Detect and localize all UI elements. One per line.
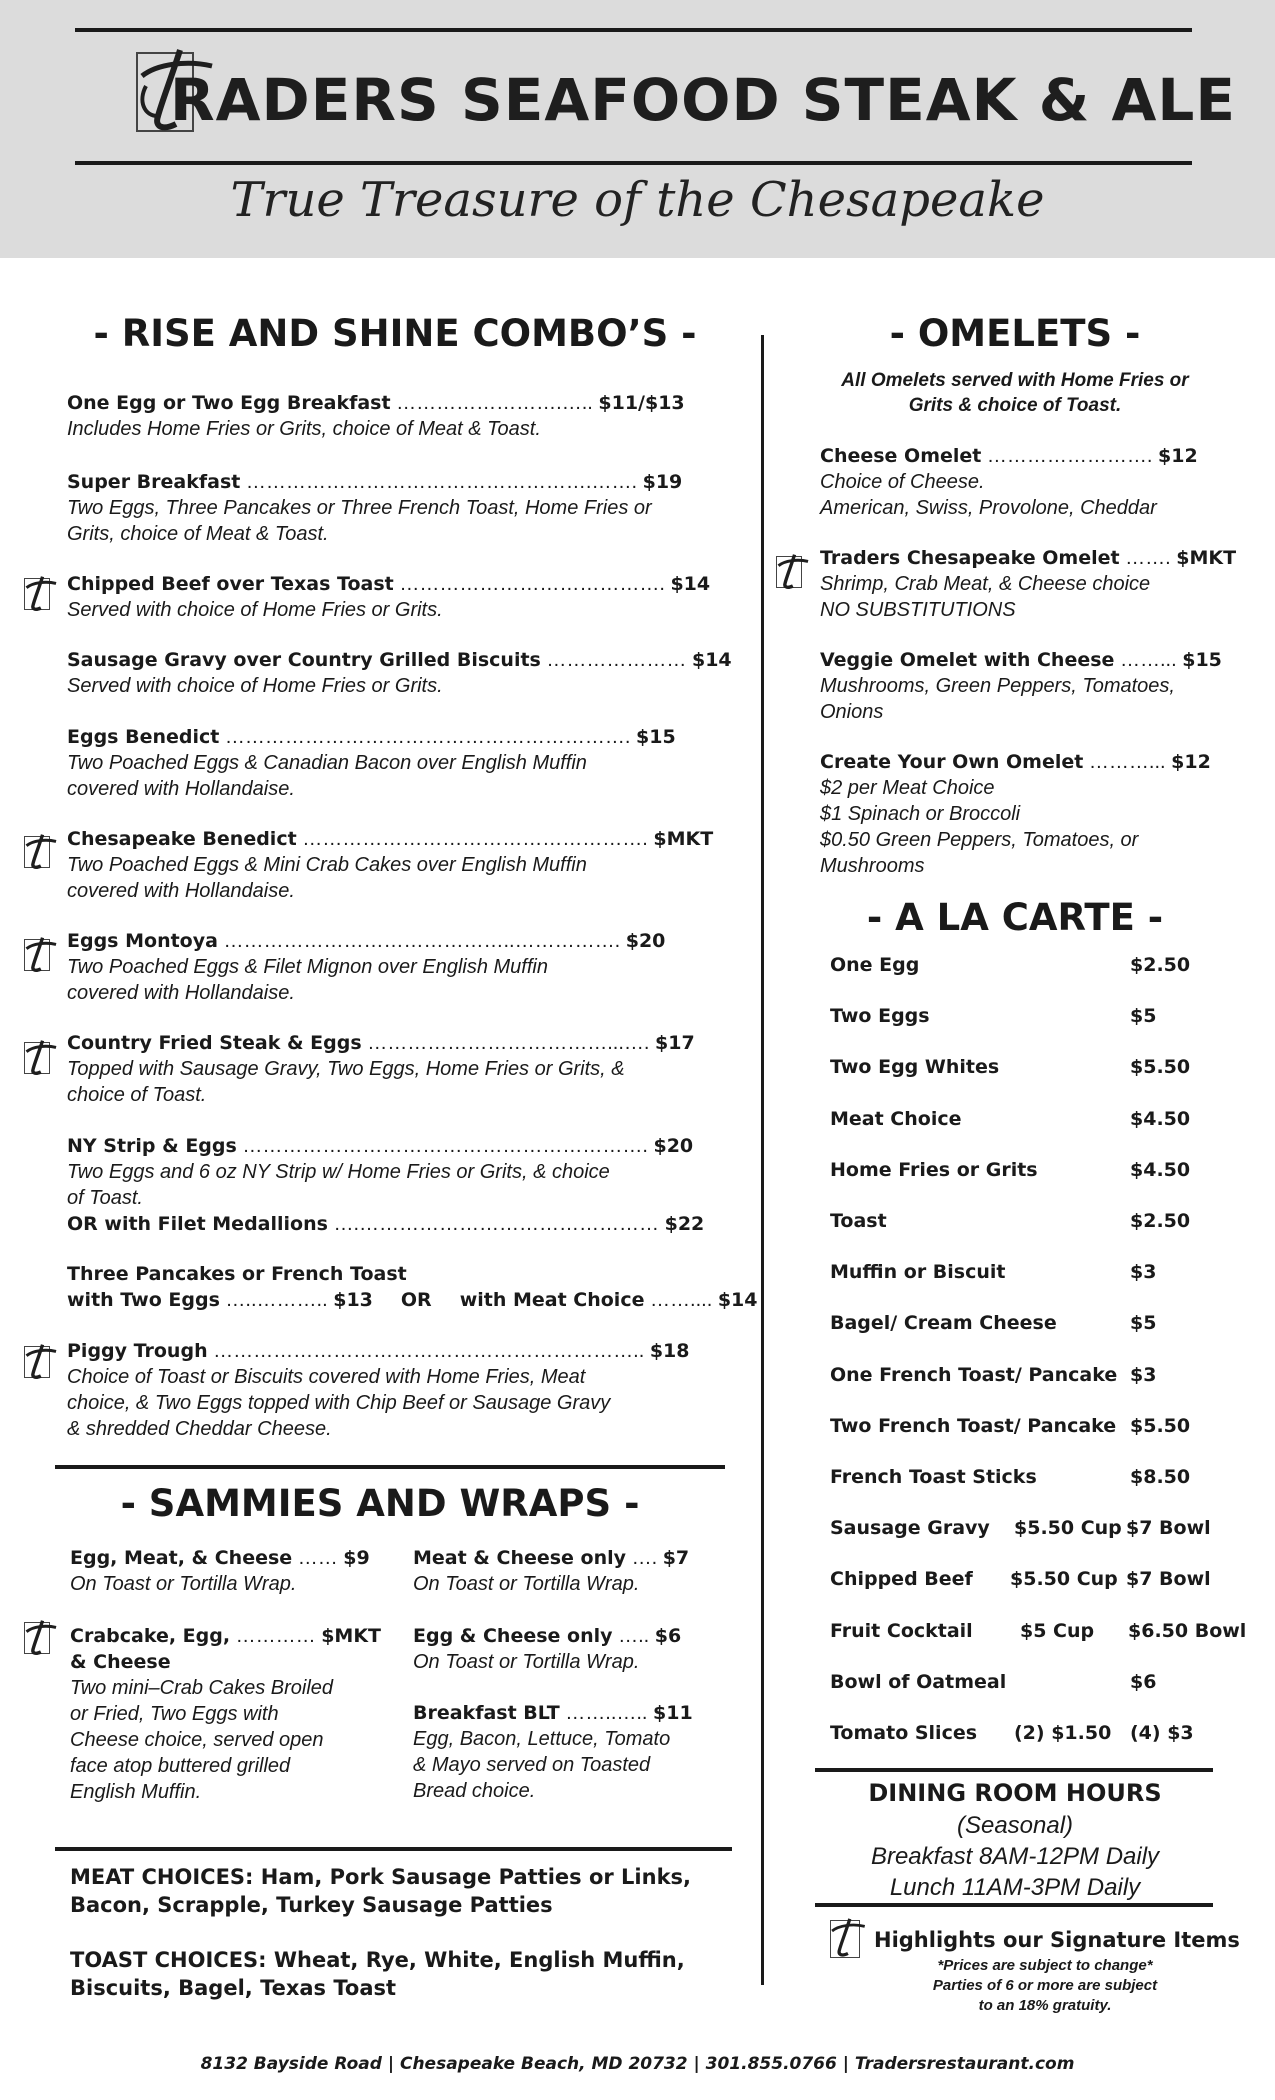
menu-item-name: Meat & Cheese only bbox=[413, 1547, 627, 1569]
a-la-carte-item: Home Fries or Grits bbox=[830, 1158, 1038, 1181]
a-la-carte-price: $6.50 Bowl bbox=[1128, 1619, 1247, 1642]
a-la-carte-price: $4.50 bbox=[1130, 1158, 1191, 1181]
menu-item-name: Piggy Trough bbox=[67, 1340, 208, 1362]
a-la-carte-row bbox=[830, 1620, 1250, 1646]
menu-item-name: Chipped Beef over Texas Toast bbox=[67, 573, 394, 595]
menu-item-price: $MKT bbox=[321, 1625, 381, 1647]
menu-item bbox=[70, 1623, 381, 1805]
menu-item-title-line bbox=[820, 443, 1198, 469]
signature-item-icon bbox=[776, 556, 802, 588]
legend-note: to an 18% gratuity. bbox=[978, 1997, 1112, 2014]
a-la-carte-row bbox=[830, 1261, 1250, 1287]
menu-item bbox=[67, 647, 732, 699]
toast-choices bbox=[70, 1946, 685, 2002]
menu-item-description: Mushrooms, Green Peppers, Tomatoes, bbox=[820, 675, 1175, 697]
signature-item-icon bbox=[24, 939, 50, 971]
header-banner bbox=[0, 0, 1275, 258]
footer-address: 8132 Bayside Road | Chesapeake Beach, MD 20732 | 301.855.0766 | Tradersrestaurant.com bbox=[200, 2054, 1075, 2074]
menu-item-description: $0.50 Green Peppers, Tomatoes, or bbox=[820, 829, 1139, 851]
leader-dots: …. bbox=[626, 1547, 663, 1569]
leader-dots: ………………………………...…. bbox=[361, 1032, 655, 1054]
breakfast-hours: Breakfast 8AM-12PM Daily bbox=[870, 1843, 1160, 1870]
menu-item-name: Eggs Montoya bbox=[67, 930, 218, 952]
a-la-carte-row bbox=[830, 1108, 1250, 1134]
hours-top-rule bbox=[815, 1768, 1213, 1772]
a-la-carte-price: $2.50 bbox=[1130, 1210, 1191, 1232]
dining-hours-heading: DINING ROOM HOURS bbox=[868, 1779, 1162, 1807]
a-la-carte-row bbox=[830, 1415, 1250, 1441]
legend-note: *Prices are subject to change* bbox=[937, 1957, 1153, 1974]
menu-item bbox=[67, 1133, 727, 1211]
legend-note: Parties of 6 or more are subject bbox=[932, 1977, 1158, 1994]
menu-item-price-line bbox=[67, 1287, 758, 1313]
a-la-carte-price: $7 Bowl bbox=[1126, 1568, 1211, 1591]
menu-item-price: $15 bbox=[636, 726, 676, 748]
menu-item-option: with Two Eggs bbox=[67, 1289, 220, 1311]
menu-item-description: & Mayo served on Toasted bbox=[413, 1754, 651, 1776]
menu-item-title-line bbox=[820, 749, 1211, 775]
menu-item bbox=[413, 1623, 681, 1675]
a-la-carte-price-cup: $5.50 Cup bbox=[1010, 1568, 1118, 1591]
menu-item-title-line bbox=[67, 1030, 727, 1056]
menu-item-description: Two Eggs, Three Pancakes or Three French Toast, Home Fries or bbox=[67, 497, 652, 519]
menu-item-name: Crabcake, Egg, bbox=[70, 1625, 231, 1647]
a-la-carte-item: One French Toast/ Pancake bbox=[830, 1363, 1118, 1386]
a-la-carte-item: Sausage Gravy bbox=[830, 1517, 990, 1540]
menu-item bbox=[820, 545, 1236, 623]
signature-legend-icon bbox=[830, 1920, 860, 1958]
menu-item-price: $14 bbox=[670, 573, 711, 595]
restaurant-name: RADERS SEAFOOD STEAK & ALE bbox=[170, 66, 1237, 134]
leader-dots: ……………………………………………………. bbox=[236, 1135, 654, 1157]
a-la-carte-row bbox=[830, 954, 1250, 980]
menu-item-description: Topped with Sausage Gravy, Two Eggs, Home Fries or Grits, & bbox=[67, 1058, 625, 1080]
leader-dots: ……………………. bbox=[981, 445, 1159, 467]
menu-item-title-line bbox=[67, 571, 727, 597]
a-la-carte-item: French Toast Sticks bbox=[830, 1466, 1037, 1488]
or-label: OR bbox=[400, 1289, 432, 1311]
menu-item-price: $MKT bbox=[1176, 547, 1237, 569]
a-la-carte-item: Chipped Beef bbox=[830, 1568, 973, 1591]
menu-item-title-line bbox=[820, 545, 1236, 571]
a-la-carte-row bbox=[830, 1312, 1250, 1338]
a-la-carte-row bbox=[830, 1722, 1250, 1748]
menu-item-description: Served with choice of Home Fries or Grits. bbox=[67, 599, 443, 621]
menu-item-description: NO SUBSTITUTIONS bbox=[820, 599, 1016, 621]
header-top-rule bbox=[75, 28, 1192, 32]
menu-item-option: with Meat Choice bbox=[459, 1289, 645, 1311]
menu-item-name: Traders Chesapeake Omelet bbox=[820, 547, 1120, 569]
a-la-carte-row bbox=[830, 1056, 1250, 1082]
menu-item-price: $11/$13 bbox=[598, 392, 685, 414]
menu-item-description: choice, & Two Eggs topped with Chip Beef or Sausage Gravy bbox=[67, 1392, 611, 1414]
leader-dots: …….... bbox=[644, 1289, 718, 1311]
menu-item-price: $17 bbox=[655, 1032, 695, 1054]
sammies-heading: - SAMMIES AND WRAPS - bbox=[120, 1482, 640, 1525]
menu-item-price: $15 bbox=[1182, 649, 1222, 671]
menu-item-title-line bbox=[67, 928, 727, 954]
a-la-carte-item: Meat Choice bbox=[830, 1107, 962, 1130]
menu-item-price: $12 bbox=[1158, 445, 1198, 467]
a-la-carte-row bbox=[830, 1005, 1250, 1031]
a-la-carte-row bbox=[830, 1364, 1250, 1390]
omelets-note-line: Grits & choice of Toast. bbox=[908, 395, 1122, 416]
toast-choices-line: Biscuits, Bagel, Texas Toast bbox=[70, 1976, 397, 2000]
header-bottom-rule bbox=[75, 161, 1192, 165]
menu-item-title-line bbox=[67, 724, 727, 750]
menu-item bbox=[820, 647, 1222, 725]
menu-item-name: Create Your Own Omelet bbox=[820, 751, 1084, 773]
menu-item-price: $14 bbox=[717, 1289, 758, 1311]
menu-item-name: Cheese Omelet bbox=[820, 445, 982, 467]
script-t-icon bbox=[773, 553, 811, 591]
a-la-carte-item: Muffin or Biscuit bbox=[830, 1261, 1006, 1284]
a-la-carte-item: Bagel/ Cream Cheese bbox=[830, 1312, 1057, 1335]
menu-item-name: Sausage Gravy over Country Grilled Biscuits bbox=[67, 649, 541, 671]
menu-item-description: $1 Spinach or Broccoli bbox=[820, 803, 1021, 825]
menu-item bbox=[67, 928, 727, 1006]
menu-item-title-line bbox=[70, 1623, 381, 1649]
a-la-carte-price: $7 Bowl bbox=[1126, 1517, 1211, 1540]
menu-item-description: Grits, choice of Meat & Toast. bbox=[67, 523, 329, 545]
menu-item-description: Mushrooms bbox=[820, 855, 925, 877]
menu-item-description: Two Poached Eggs & Filet Mignon over English Muffin bbox=[67, 956, 548, 978]
a-la-carte-row bbox=[830, 1517, 1250, 1543]
menu-item-description: Served with choice of Home Fries or Grits. bbox=[67, 675, 443, 697]
menu-item-description: On Toast or Tortilla Wrap. bbox=[70, 1573, 297, 1595]
script-t-icon bbox=[21, 833, 59, 871]
a-la-carte-row bbox=[830, 1210, 1250, 1236]
menu-item bbox=[67, 469, 727, 547]
a-la-carte-item: Toast bbox=[830, 1210, 887, 1232]
leader-dots: ….……………………………………… bbox=[327, 1213, 665, 1235]
menu-item-title-line bbox=[413, 1700, 693, 1726]
menu-item-description: or Fried, Two Eggs with bbox=[70, 1703, 279, 1725]
script-t-icon bbox=[21, 1619, 59, 1657]
dining-hours bbox=[790, 1776, 1240, 1903]
leader-dots: ………… bbox=[230, 1625, 322, 1647]
a-la-carte-price-cup: (2) $1.50 bbox=[1014, 1722, 1112, 1744]
a-la-carte-item: Two Eggs bbox=[830, 1005, 930, 1028]
menu-item-title-line bbox=[67, 826, 727, 852]
menu-item-title-line bbox=[67, 1338, 727, 1364]
a-la-carte-price: $3 bbox=[1130, 1363, 1157, 1386]
script-t-icon bbox=[21, 936, 59, 974]
leader-dots: ……. bbox=[1119, 547, 1177, 569]
menu-item-description: American, Swiss, Provolone, Cheddar bbox=[820, 497, 1157, 519]
tagline: True Treasure of the Chesapeake bbox=[230, 172, 1045, 228]
menu-item bbox=[820, 443, 1198, 521]
a-la-carte-item: Bowl of Oatmeal bbox=[830, 1670, 1007, 1693]
menu-item-description: Shrimp, Crab Meat, & Cheese choice bbox=[820, 573, 1151, 595]
leader-dots: ……………………………………………………….. bbox=[207, 1340, 650, 1362]
menu-item-description: Includes Home Fries or Grits, choice of Meat & Toast. bbox=[67, 418, 541, 440]
menu-item-description: & shredded Cheddar Cheese. bbox=[67, 1418, 332, 1440]
menu-item-price: $6 bbox=[654, 1625, 682, 1647]
menu-item-price: $7 bbox=[662, 1547, 690, 1569]
leader-dots: …… bbox=[292, 1547, 344, 1569]
leader-dots: ……..….. bbox=[559, 1702, 654, 1724]
signature-item-icon bbox=[24, 1042, 50, 1074]
hours-bottom-rule bbox=[815, 1903, 1213, 1907]
menu-item-description: On Toast or Tortilla Wrap. bbox=[413, 1573, 640, 1595]
a-la-carte-price: $2.50 bbox=[1130, 954, 1191, 976]
script-t-icon bbox=[21, 1343, 59, 1381]
meat-choices bbox=[70, 1863, 691, 1919]
menu-item-price: $22 bbox=[664, 1213, 705, 1235]
a-la-carte-price: $3 bbox=[1130, 1261, 1157, 1284]
menu-item-title-line bbox=[67, 647, 732, 673]
menu-item-price: $12 bbox=[1171, 751, 1211, 773]
menu-item-title-line bbox=[820, 647, 1222, 673]
omelets-note-line: All Omelets served with Home Fries or bbox=[841, 370, 1189, 391]
menu-item-name: Eggs Benedict bbox=[67, 726, 220, 748]
meat-choices-line: Bacon, Scrapple, Turkey Sausage Patties bbox=[70, 1893, 553, 1917]
menu-item-description: Two Poached Eggs & Canadian Bacon over English Muffin bbox=[67, 752, 587, 774]
menu-item-name: Breakfast BLT bbox=[413, 1702, 560, 1724]
a-la-carte-price-cup: $5.50 Cup bbox=[1014, 1517, 1122, 1540]
choices-top-rule bbox=[55, 1847, 732, 1851]
leader-dots: …………………….….. bbox=[390, 392, 599, 414]
menu-item-description: covered with Hollandaise. bbox=[67, 880, 295, 902]
combos-bottom-rule bbox=[55, 1465, 725, 1469]
leader-dots: ……………………………………………. bbox=[296, 828, 654, 850]
menu-item-title-line bbox=[413, 1545, 689, 1571]
menu-item-price: $20 bbox=[653, 1135, 694, 1157]
a-la-carte-price: (4) $3 bbox=[1130, 1722, 1194, 1744]
menu-item bbox=[820, 749, 1211, 879]
menu-item-name: & Cheese bbox=[70, 1651, 171, 1673]
a-la-carte-item: One Egg bbox=[830, 954, 920, 976]
a-la-carte-item: Fruit Cocktail bbox=[830, 1619, 973, 1642]
menu-item bbox=[67, 390, 727, 442]
menu-item-description: covered with Hollandaise. bbox=[67, 778, 295, 800]
leader-dots: …..……….. bbox=[219, 1289, 334, 1311]
menu-item-description: Choice of Cheese. bbox=[820, 471, 985, 493]
a-la-carte-row bbox=[830, 1671, 1250, 1697]
a-la-carte-price: $5.50 bbox=[1130, 1414, 1191, 1437]
menu-item-description: English Muffin. bbox=[70, 1781, 202, 1803]
menu-item-price: $20 bbox=[625, 930, 666, 952]
a-la-carte-price-cup: $5 Cup bbox=[1020, 1619, 1095, 1642]
menu-item-title-line bbox=[67, 469, 727, 495]
a-la-carte-price: $5 bbox=[1130, 1005, 1157, 1028]
omelets-note bbox=[790, 368, 1240, 418]
leader-dots: ……………………………………………………. bbox=[219, 726, 637, 748]
script-t-icon bbox=[21, 575, 59, 613]
omelets-heading: - OMELETS - bbox=[889, 312, 1141, 355]
menu-item-description: Choice of Toast or Biscuits covered with Home Fries, Meat bbox=[67, 1366, 586, 1388]
a-la-carte-item: Tomato Slices bbox=[830, 1722, 978, 1744]
a-la-carte-price: $5.50 bbox=[1130, 1056, 1191, 1079]
menu-item bbox=[67, 724, 727, 802]
signature-item-icon bbox=[24, 578, 50, 610]
a-la-carte-price: $5 bbox=[1130, 1312, 1157, 1335]
menu-item-name: Three Pancakes or French Toast bbox=[67, 1263, 407, 1285]
menu-item-description: On Toast or Tortilla Wrap. bbox=[413, 1651, 640, 1673]
menu-item-description: Bread choice. bbox=[413, 1780, 536, 1802]
menu-item bbox=[70, 1545, 370, 1597]
menu-item-name: Country Fried Steak & Eggs bbox=[67, 1032, 362, 1054]
a-la-carte-price: $6 bbox=[1130, 1670, 1157, 1693]
script-t-icon bbox=[21, 1039, 59, 1077]
a-la-carte-row bbox=[830, 1159, 1250, 1185]
menu-item-price: $14 bbox=[691, 649, 732, 671]
menu-item-name: OR with Filet Medallions bbox=[67, 1213, 328, 1235]
menu-item-description: choice of Toast. bbox=[67, 1084, 207, 1106]
menu-item bbox=[67, 1030, 727, 1108]
leader-dots: …………………………………………….……. bbox=[240, 471, 643, 493]
menu-item-description: Cheese choice, served open bbox=[70, 1729, 324, 1751]
menu-item-description: covered with Hollandaise. bbox=[67, 982, 295, 1004]
signature-item-icon bbox=[24, 1622, 50, 1654]
a-la-carte-row bbox=[830, 1568, 1250, 1594]
menu-item-title-line bbox=[67, 1133, 727, 1159]
seasonal-note: (Seasonal) bbox=[956, 1812, 1074, 1839]
menu-item-price: $19 bbox=[642, 471, 683, 493]
menu-item-title-line bbox=[413, 1623, 681, 1649]
leader-dots: ……………………………………..……………. bbox=[217, 930, 626, 952]
menu-item-name: Chesapeake Benedict bbox=[67, 828, 297, 850]
menu-item-name: NY Strip & Eggs bbox=[67, 1135, 237, 1157]
menu-item-description: face atop buttered grilled bbox=[70, 1755, 291, 1777]
menu-item bbox=[67, 1338, 727, 1442]
menu-item-description: Two mini–Crab Cakes Broiled bbox=[70, 1677, 334, 1699]
leader-dots: ………………… bbox=[540, 649, 692, 671]
a-la-carte-item: Two Egg Whites bbox=[830, 1056, 1000, 1079]
menu-item-name: Veggie Omelet with Cheese bbox=[820, 649, 1115, 671]
leader-dots: ….. bbox=[612, 1625, 655, 1647]
menu-item bbox=[67, 571, 727, 623]
leader-dots: …………………………………. bbox=[393, 573, 671, 595]
leader-dots: ………... bbox=[1083, 751, 1172, 773]
script-t-icon bbox=[827, 1917, 867, 1959]
rise-and-shine-heading: - RISE AND SHINE COMBO’S - bbox=[93, 312, 697, 355]
menu-item-description: Two Poached Eggs & Mini Crab Cakes over English Muffin bbox=[67, 854, 587, 876]
menu-item-description: $2 per Meat Choice bbox=[820, 777, 995, 799]
lunch-hours: Lunch 11AM-3PM Daily bbox=[889, 1874, 1141, 1901]
a-la-carte-price: $4.50 bbox=[1130, 1107, 1191, 1130]
menu-item-name: Super Breakfast bbox=[67, 471, 241, 493]
menu-item-name: One Egg or Two Egg Breakfast bbox=[67, 392, 391, 414]
signature-legend-label: Highlights our Signature Items bbox=[874, 1928, 1240, 1952]
a-la-carte-row bbox=[830, 1466, 1250, 1492]
signature-item-icon bbox=[24, 1346, 50, 1378]
menu-item-description: of Toast. bbox=[67, 1187, 143, 1209]
a-la-carte-item: Two French Toast/ Pancake bbox=[830, 1414, 1117, 1437]
menu-item bbox=[67, 826, 727, 904]
menu-item-price: $18 bbox=[649, 1340, 690, 1362]
menu-item-name: Egg, Meat, & Cheese bbox=[70, 1547, 293, 1569]
leader-dots: ……... bbox=[1114, 649, 1183, 671]
menu-item bbox=[67, 1261, 758, 1313]
menu-item-description: Two Eggs and 6 oz NY Strip w/ Home Fries or Grits, & choice bbox=[67, 1161, 610, 1183]
legend-notes bbox=[850, 1956, 1240, 2016]
menu-item bbox=[413, 1545, 689, 1597]
menu-item-description: Egg, Bacon, Lettuce, Tomato bbox=[413, 1728, 671, 1750]
signature-item-icon bbox=[24, 836, 50, 868]
meat-choices-line: MEAT CHOICES: Ham, Pork Sausage Patties or Links, bbox=[70, 1865, 692, 1889]
menu-item-price: $13 bbox=[333, 1289, 373, 1311]
menu-item-name: Egg & Cheese only bbox=[413, 1625, 613, 1647]
menu-item-description: Onions bbox=[820, 701, 884, 723]
menu-item-price: $9 bbox=[343, 1547, 370, 1569]
toast-choices-line: TOAST CHOICES: Wheat, Rye, White, English Muffin, bbox=[70, 1948, 685, 1972]
menu-item-price: $11 bbox=[653, 1702, 693, 1724]
menu-item-variant bbox=[67, 1211, 704, 1237]
menu-item-title-line bbox=[67, 390, 727, 416]
menu-item-title-line bbox=[70, 1545, 370, 1571]
column-divider bbox=[761, 335, 764, 1985]
menu-item bbox=[413, 1700, 693, 1804]
menu-item-price: $MKT bbox=[653, 828, 714, 850]
a-la-carte-heading: - A LA CARTE - bbox=[866, 896, 1164, 939]
a-la-carte-price: $8.50 bbox=[1130, 1466, 1191, 1488]
